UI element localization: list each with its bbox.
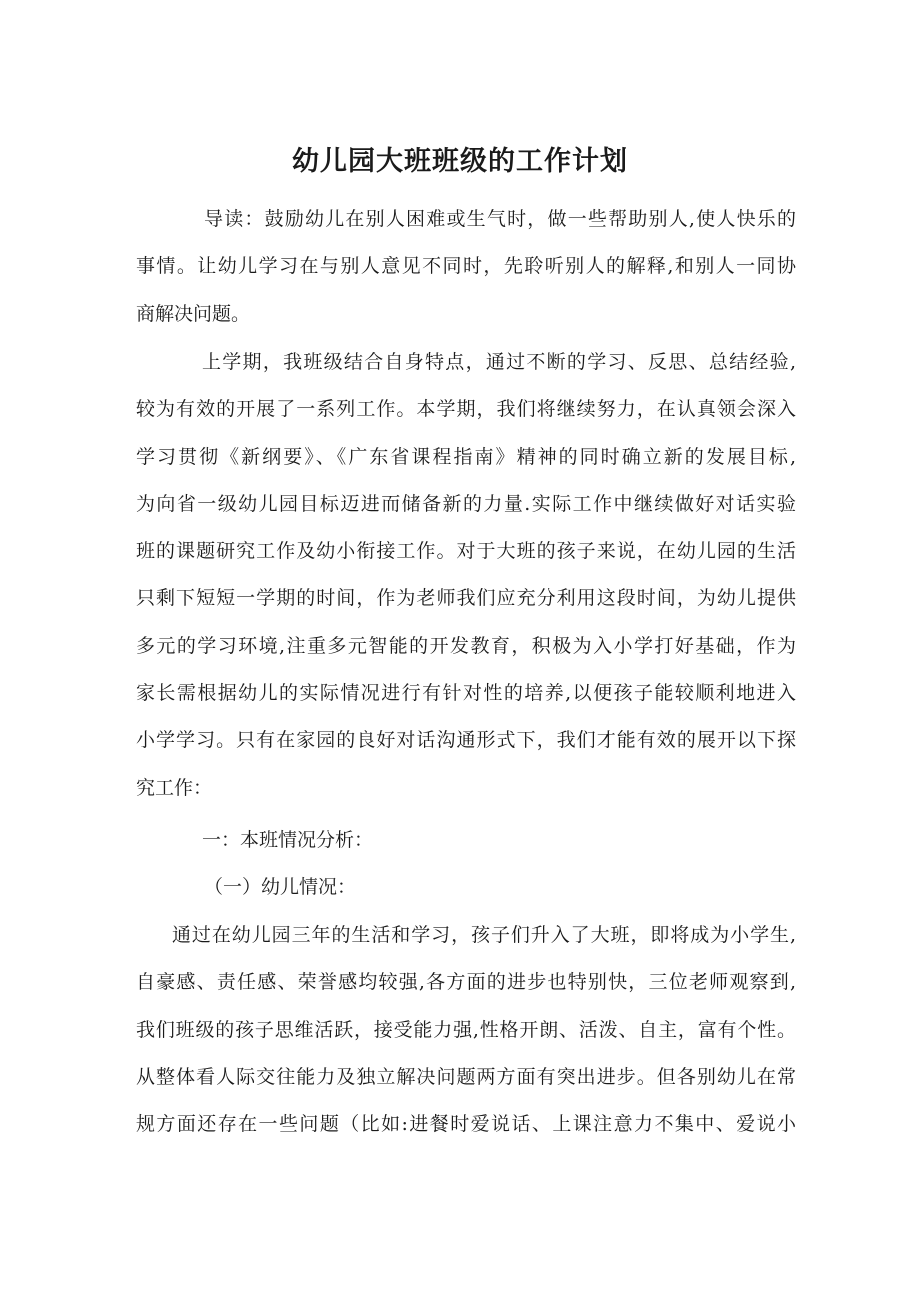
text-line: 只剩下短短一学期的时间，作为老师我们应充分利用这段时间，为幼儿提供 (136, 587, 796, 610)
document-title: 幼儿园大班班级的工作计划 (292, 146, 628, 177)
text-line: 班的课题研究工作及幼小衔接工作。对于大班的孩子来说，在幼儿园的生活 (136, 540, 796, 563)
text-line: 为向省一级幼儿园目标迈进而储备新的力量.实际工作中继续做好对话实验 (136, 492, 796, 515)
intro-paragraph (136, 196, 796, 338)
text-line: 家长需根据幼儿的实际情况进行有针对性的培养,以便孩子能较顺利地进入 (136, 682, 796, 705)
text-line: 从整体看人际交往能力及独立解决问题两方面有突出进步。但各别幼儿在常 (136, 1065, 796, 1088)
text-line: 商解决问题。 (136, 302, 251, 325)
text-line: 多元的学习环境,注重多元智能的开发教育，积极为入小学打好基础，作为 (136, 634, 796, 657)
text-line: 小学学习。只有在家园的良好对话沟通形式下，我们才能有效的展开以下探 (136, 729, 796, 752)
text-line: 学习贯彻《新纲要》、《广东省课程指南》精神的同时确立新的发展目标, (136, 445, 796, 468)
subsection-heading (136, 864, 796, 911)
body-paragraph-1 (136, 339, 796, 812)
text-line: 较为有效的开展了一系列工作。本学期，我们将继续努力，在认真领会深入 (136, 398, 796, 421)
text-line: 事情。让幼儿学习在与别人意见不同时，先聆听别人的解释,和别人一同协 (136, 255, 796, 278)
heading-text: （一）幼儿情况： (204, 876, 357, 898)
text-line: 规方面还存在一些问题（比如:进餐时爱说话、上课注意力不集中、爱说小 (136, 1113, 796, 1136)
body-paragraph-2 (136, 912, 796, 1148)
text-line: 通过在幼儿园三年的生活和学习，孩子们升入了大班，即将成为小学生, (172, 924, 796, 946)
text-line: 究工作： (136, 776, 213, 799)
text-line: 上学期，我班级结合自身特点，通过不断的学习、反思、总结经验, (202, 351, 796, 373)
section-heading (136, 817, 796, 864)
text-line: 导读：鼓励幼儿在别人困难或生气时，做一些帮助别人,使人快乐的 (204, 208, 796, 230)
text-line: 我们班级的孩子思维活跃，接受能力强,性格开朗、活泼、自主，富有个性。 (136, 1018, 796, 1041)
heading-text: 一：本班情况分析： (202, 829, 374, 851)
text-line: 自豪感、责任感、荣誉感均较强,各方面的进步也特别快，三位老师观察到, (136, 971, 796, 994)
